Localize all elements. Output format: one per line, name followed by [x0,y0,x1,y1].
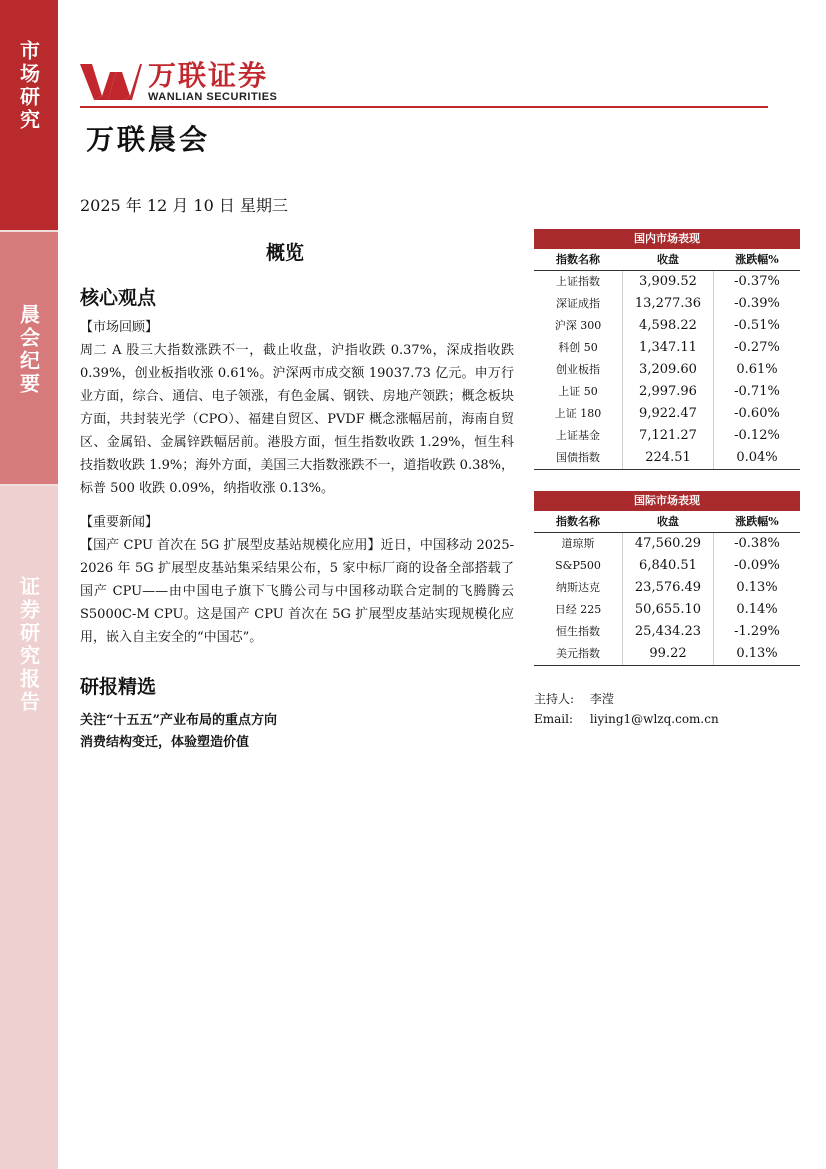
column-header: 指数名称 [556,515,600,528]
column-header: 涨跌幅% [735,253,779,266]
table-cell: 4,598.22 [622,315,714,337]
reports-heading: 研报精选 [80,676,157,698]
overview-heading: 概览 [266,242,305,264]
table-row [534,599,800,621]
sidebar-section-market-research [0,0,58,230]
table-cell: 上证基金 [556,429,600,442]
report-date: 2025 年 12 月 10 日 星期三 [80,196,288,215]
table-body [534,271,800,470]
table-cell: 47,560.29 [622,533,714,555]
table-cell: -0.12% [734,428,780,443]
table-cell: -0.39% [734,296,780,311]
table-cell: 0.13% [736,580,778,595]
table-cell: 7,121.27 [622,425,714,447]
table-cell: -0.09% [734,558,780,573]
email-label: Email: [534,712,574,726]
table-row [534,533,800,555]
table-cell: 沪深 300 [554,319,602,332]
table-row [534,555,800,577]
domestic-market-table [534,229,800,470]
table-cell: 23,576.49 [622,577,714,599]
column-header: 收盘 [657,253,679,266]
left-sidebar [0,0,58,1169]
host-label: 主持人: [534,692,575,706]
column-header: 收盘 [657,515,679,528]
table-body [534,533,800,666]
table-cell: S&P500 [555,559,601,572]
table-cell: 50,655.10 [622,599,714,621]
column-header: 指数名称 [556,253,600,266]
table-cell: 2,997.96 [622,381,714,403]
table-cell: 科创 50 [558,341,598,354]
table-row [534,577,800,599]
report-link[interactable]: 消费结构变迁，体验塑造价值 [80,735,250,750]
table-cell: -1.29% [734,624,780,639]
brand-logo [80,60,277,104]
table-row [534,271,800,293]
table-cell: 3,209.60 [622,359,714,381]
table-cell: 6,840.51 [622,555,714,577]
column-header: 涨跌幅% [735,515,779,528]
table-cell: 13,277.36 [622,293,714,315]
page-title: 万联晨会 [86,123,211,156]
table-header-row [534,249,800,271]
sidebar-label: 晨会纪要 [16,304,41,396]
table-cell: 创业板指 [556,363,600,376]
table-cell: 1,347.11 [622,337,714,359]
table-row [534,621,800,643]
report-link[interactable]: 关注“十五五”产业布局的重点方向 [80,713,277,728]
table-row [534,403,800,425]
table-cell: 深证成指 [556,297,600,310]
market-review-label: 【市场回顾】 [80,320,159,335]
email-link[interactable]: liying1@wlzq.com.cn [589,712,719,726]
table-cell: 224.51 [622,447,714,469]
sidebar-section-morning-brief [0,232,58,484]
header-divider [80,106,768,108]
table-row [534,359,800,381]
market-review-text: 周二 A 股三大指数涨跌不一，截止收盘，沪指收跌 0.37%，深成指收跌 0.39%，创业板指收涨 0.61%。沪深两市成交额 19037.73 亿元。申万行业方面，综合、通信、电子领涨，有色金属、钢铁、房地产领跌；概念板块方面，共封装光学（CPO）、福建自贸区、PVDF 概念涨幅居前，海南自贸区、金属铅、金属锌跌幅居前。港股方面，恒生指数收跌 1.29%，恒生科技指数收跌 1.9%；海外方面，美国三大指数涨跌不一，道指收跌 0.38%，标普 500 收跌 0.09%，纳指收涨 0.13%。 [80,343,514,496]
table-cell: 道琼斯 [561,537,595,550]
table-cell: 0.14% [736,602,778,617]
table-cell: 上证指数 [556,275,600,288]
table-cell: -0.51% [734,318,780,333]
email-info [534,712,719,726]
table-title: 国内市场表现 [534,229,800,249]
sidebar-label: 证券研究报告 [16,576,41,714]
table-header-row [534,511,800,533]
table-row [534,337,800,359]
table-cell: 纳斯达克 [556,581,600,594]
host-info [534,690,614,707]
table-row [534,447,800,469]
table-row [534,643,800,665]
table-row [534,425,800,447]
table-cell: 0.13% [736,646,778,661]
table-row [534,381,800,403]
table-cell: 上证 50 [558,385,598,398]
table-row [534,315,800,337]
table-cell: 美元指数 [556,647,600,660]
table-cell: 9,922.47 [622,403,714,425]
brand-name-en: WANLIAN SECURITIES [148,91,278,103]
news-label: 【重要新闻】 [80,515,159,530]
table-cell: -0.27% [734,340,780,355]
host-name: 李滢 [589,692,614,706]
table-cell: 国债指数 [556,451,600,464]
sidebar-label: 市场研究 [16,40,41,132]
table-cell: 上证 180 [554,407,602,420]
table-cell: 99.22 [622,643,714,665]
table-cell: -0.37% [734,274,780,289]
table-cell: 恒生指数 [556,625,600,638]
brand-name-cn: 万联证券 [148,59,269,92]
table-cell: -0.71% [734,384,780,399]
sidebar-section-research-report [0,486,58,1169]
table-cell: 日经 225 [554,603,602,616]
table-cell: 25,434.23 [622,621,714,643]
international-market-table [534,491,800,666]
core-views-heading: 核心观点 [80,287,157,309]
table-cell: 3,909.52 [622,271,714,293]
news-text: 【国产 CPU 首次在 5G 扩展型皮基站规模化应用】近日，中国移动 2025-2026 年 5G 扩展型皮基站集采结果公布，5 家中标厂商的设备全部搭载了国产 CPU——由中国电子旗下飞腾公司与中国移动联合定制的飞腾腾云 S5000C-M CPU。这是国产 CPU 首次在 5G 扩展型皮基站实现规模化应用，嵌入自主安全的“中国芯”。 [80,538,514,645]
table-cell: -0.60% [734,406,780,421]
table-title: 国际市场表现 [534,491,800,511]
table-cell: 0.61% [736,362,778,377]
table-row [534,293,800,315]
table-cell: -0.38% [734,536,780,551]
table-cell: 0.04% [736,450,778,465]
wanlian-logo-icon [80,60,142,104]
